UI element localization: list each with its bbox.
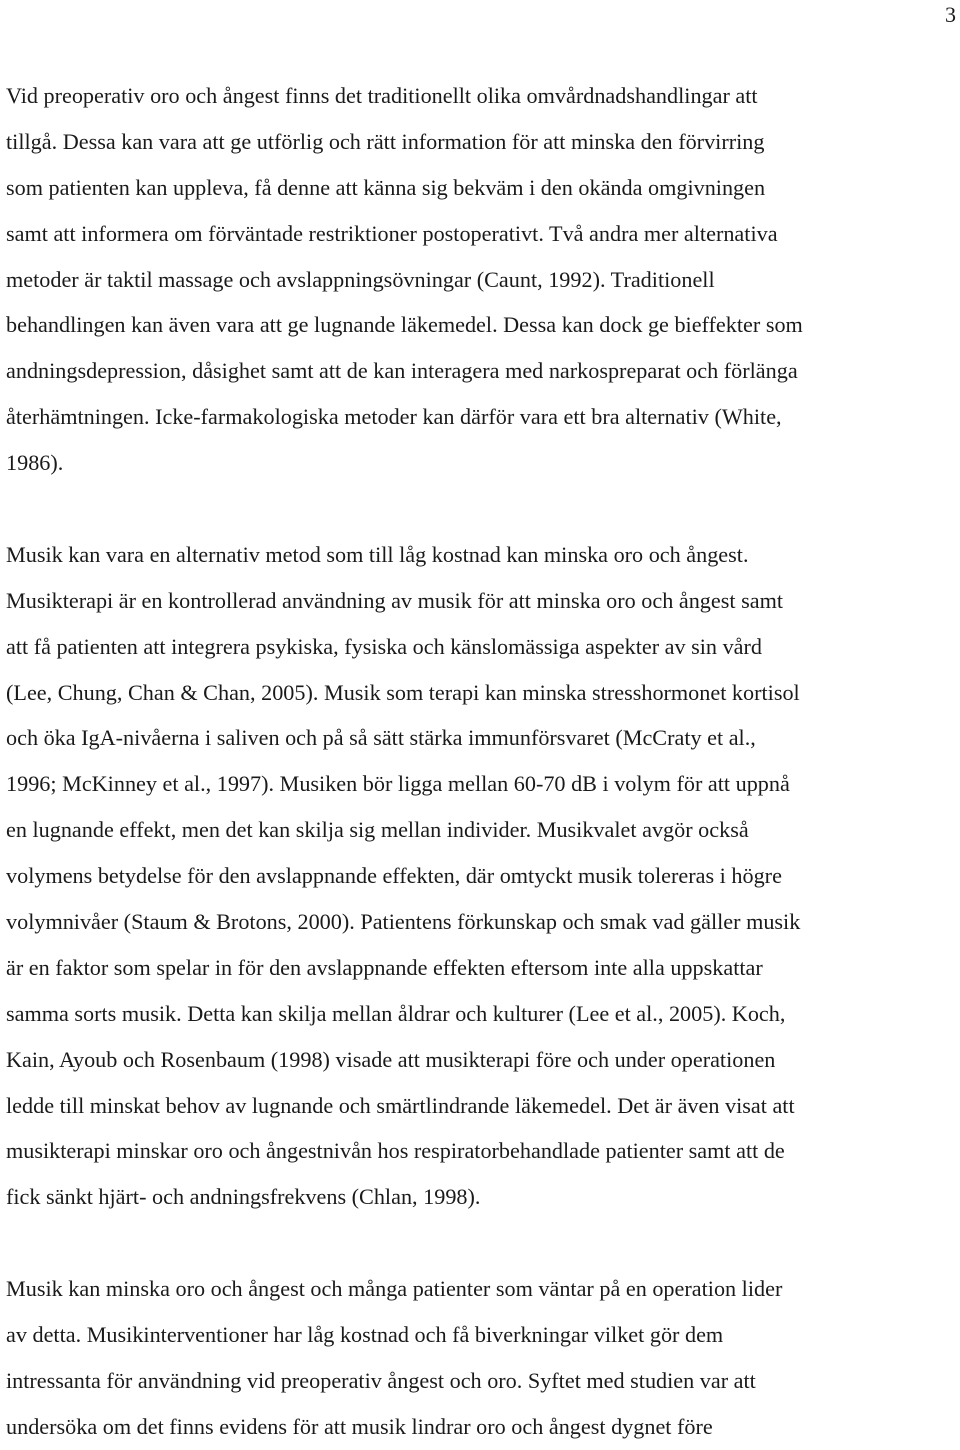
text-line: återhämtningen. Icke-farmakologiska metoder kan därför vara ett bra alternativ (White, (6, 404, 782, 430)
text-line: är en faktor som spelar in för den avslappnande effekten eftersom inte alla uppskattar (6, 954, 763, 980)
paragraph-preoperative-care (6, 73, 958, 486)
text-line: volymnivåer (Staum & Brotons, 2000). Patientens förkunskap och smak vad gäller musik (6, 909, 801, 935)
page-number: 3 (945, 2, 956, 27)
text-line: Musikterapi är en kontrollerad användning av musik för att minska oro och ångest samt (6, 587, 783, 613)
text-line: samt att informera om förväntade restriktioner postoperativt. Två andra mer alternativa (6, 220, 778, 246)
text-line: (Lee, Chung, Chan & Chan, 2005). Musik som terapi kan minska stresshormonet kortisol (6, 679, 800, 705)
paragraph-gap (6, 1220, 958, 1266)
text-line: musikterapi minskar oro och ångestnivån hos respiratorbehandlade patienter samt att de (6, 1138, 785, 1164)
text-line: en lugnande effekt, men det kan skilja sig mellan individer. Musikvalet avgör också (6, 817, 749, 843)
text-line: tillgå. Dessa kan vara att ge utförlig och rätt information för att minska den förvirring (6, 128, 765, 154)
paragraph-gap (6, 486, 958, 532)
text-line: undersöka om det finns evidens för att musik lindrar oro och ångest dygnet före (6, 1413, 713, 1439)
text-line: andningsdepression, dåsighet samt att de kan interagera med narkospreparat och förlänga (6, 358, 798, 384)
text-line: behandlingen kan även vara att ge lugnande läkemedel. Dessa kan dock ge bieffekter som (6, 312, 803, 338)
text-line: 1986). (6, 450, 64, 476)
document-body (6, 73, 958, 1450)
text-line: 1996; McKinney et al., 1997). Musiken bör ligga mellan 60-70 dB i volym för att uppnå (6, 771, 790, 797)
paragraph-study-aim (6, 1266, 958, 1450)
text-line: volymens betydelse för den avslappnande effekten, där omtyckt musik tolereras i högre (6, 863, 782, 889)
paragraph-music-therapy (6, 532, 958, 1220)
text-line: Musik kan minska oro och ångest och många patienter som väntar på en operation lider (6, 1276, 783, 1302)
text-line: Musik kan vara en alternativ metod som till låg kostnad kan minska oro och ångest. (6, 541, 749, 567)
text-line: och öka IgA-nivåerna i saliven och på så sätt stärka immunförsvaret (McCraty et al., (6, 725, 756, 751)
text-line: metoder är taktil massage och avslappningsövningar (Caunt, 1992). Traditionell (6, 266, 715, 292)
text-line: att få patienten att integrera psykiska, fysiska och känslomässiga aspekter av sin vård (6, 633, 762, 659)
text-line: intressanta för användning vid preoperativ ångest och oro. Syftet med studien var att (6, 1367, 756, 1393)
text-line: av detta. Musikinterventioner har låg kostnad och få biverkningar vilket gör dem (6, 1322, 724, 1348)
text-line: Kain, Ayoub och Rosenbaum (1998) visade att musikterapi före och under operationen (6, 1046, 776, 1072)
text-line: Vid preoperativ oro och ångest finns det traditionellt olika omvårdnadshandlingar att (6, 83, 758, 108)
text-line: samma sorts musik. Detta kan skilja mellan åldrar och kulturer (Lee et al., 2005). Koch, (6, 1000, 786, 1026)
text-line: som patienten kan uppleva, få denne att känna sig bekväm i den okända omgivningen (6, 174, 766, 200)
text-line: ledde till minskat behov av lugnande och smärtlindrande läkemedel. Det är även visat att (6, 1092, 795, 1118)
text-line: fick sänkt hjärt- och andningsfrekvens (Chlan, 1998). (6, 1184, 481, 1210)
